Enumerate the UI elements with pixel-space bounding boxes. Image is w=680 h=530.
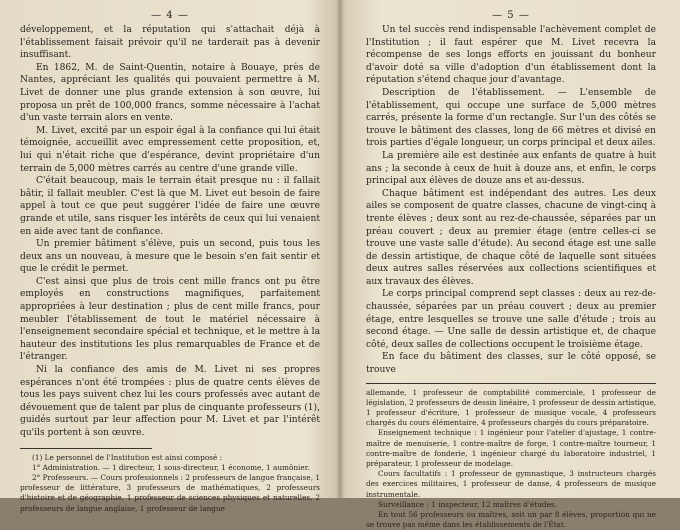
paragraph: Le corps principal comprend sept classes : deux au rez-de-chaussée, séparées par un préau couvert ; deux au premier étage, entre lesquelles se trouve une salle d'étude ; trois au second étage. — Une salle de dessin artistique et, de chaque côté, deux salles de collections occupent le troisième étage. [366,289,656,350]
page-number: — 5 — [492,10,530,21]
footnote: 1° Administration. — 1 directeur, 1 sous-directeur, 1 économe, 1 aumônier. [32,462,310,472]
body-text [20,24,320,440]
paragraph: Un premier bâtiment s'élève, puis un second, puis tous les deux ans un nouveau, à mesure que le besoin s'en fait sentir et que le crédit le permet. [20,239,320,275]
footnote: En tout 56 professeurs ou maîtres, soit un par 8 élèves, proportion qui ne se trouve pas même dans les établissements de l'État. [366,510,656,530]
footnotes [20,453,320,514]
paragraph: Description de l'établissement. — L'ensemble de l'établissement, qui occupe une surface de 5,000 mètres carrés, présente la forme d'un rectangle. Sur l'un des côtés se trouve le bâtiment des classes, long de 66 mètres et divisé en trois parties d'égale longueur, un corps principal et deux ailes. [366,87,656,149]
footnote: allemande, 1 professeur de comptabilité commerciale, 1 professeur de législation, 2 professeurs de dessin linéaire, 1 professeur de dessin artistique, 1 professeur d'écriture, 1 professeur de musique vocale, 4 professeurs chargés du cours élémentaire, 4 professeurs chargés du cours préparatoire. [366,387,656,428]
page-number: — 4 — [151,10,189,21]
footnote-divider [366,383,656,384]
paragraph: En face du bâtiment des classes, sur le côté opposé, se trouve [366,352,656,376]
footnote: Enseignement technique : 1 ingénieur pour l'atelier d'ajustage, 1 contre-maître de menuiserie, 1 contre-maître de forge, 1 contre-maître tourneur, 1 contre-maître de fonderie, 1 ingénieur chargé du laboratoire industriel, 1 préparateur, 1 professeur de modelage. [366,428,656,469]
book-gutter [336,0,344,498]
footnote: 2° Professeurs. — Cours professionnels : 2 professeurs de langue française, 1 professeur de littérature, 3 professeurs de mathématiques, 2 professeurs d'histoire et de géographie, 1 professeur de sciences physiques et naturelles, 2 professeurs de langue anglaise, 1 professeur de langue [20,473,320,513]
paragraph: Chaque bâtiment est indépendant des autres. Les deux ailes se composent de quatre classes, chacune de vingt-cinq à trente élèves ; deux sont au rez-de-chaussée, séparées par un préau couvert ; deux au premier étage (entre celles-ci se trouve une vaste salle d'étude). Au second étage est une salle de dessin artistique, de chaque côté de laquelle sont situées deux autres salles réservées aux collections scientifiques et aux travaux des élèves. [366,188,656,287]
footnote-divider [20,448,152,449]
footnote: (1) Le personnel de l'Institution est ainsi composé : [32,452,223,462]
footnote: Cours facultatifs : 1 professeur de gymnastique, 3 instructeurs chargés des exercices militaires, 1 professeur de danse, 4 professeurs de musique instrumentale. [366,469,656,499]
paragraph: Un tel succès rend indispensable l'achèvement complet de l'Institution ; il faut espérer que M. Livet recevra la récompense de ses longs efforts en jouissant du bonheur d'avoir doté sa ville d'adoption d'un établissement dont la réputation s'étend chaque jour d'avantage. [366,25,656,86]
paragraph: M. Livet, excité par un espoir égal à la confiance qui lui était témoignée, accueillit avec empressement cette proposition, et, lui qui n'était riche que d'espérance, devint propriétaire d'un terrain de 5,000 mètres carrés au centre d'une grande ville. [20,125,320,174]
paragraph: développement, et la réputation qui s'attachait déjà à l'établissement faisait prévoir qu'il ne tarderait pas à devenir insuffisant. [20,25,320,61]
paragraph: La première aile est destinée aux enfants de quatre à huit ans ; la seconde à ceux de huit à douze ans, et enfin, le corps principal aux élèves de douze ans et au-dessus. [366,150,656,187]
right-page [366,10,656,530]
paragraph: En 1862, M. de Saint-Quentin, notaire à Bouaye, près de Nantes, appréciant les qualités qui pouvaient permettre à M. Livet de donner une plus grande extension à son œuvre, lui proposa un prêt de 100,000 francs, somme nécessaire à l'achat d'un vaste terrain alors en vente. [20,62,320,124]
footnote: Surveillance : 1 inspecteur, 12 maîtres d'études. [378,499,557,509]
body-text [366,24,656,377]
paragraph: C'était beaucoup, mais le terrain était presque nu : il fallait bâtir, il fallait meubler. C'est là que M. Livet eut besoin de faire appel à tout ce que peut suggérer l'idée de faire une œuvre grande et utile, sans risquer les intérêts de ceux qui lui venaient en aide avec tant de confiance. [20,176,320,237]
footnotes [366,388,656,530]
left-page [20,10,320,513]
paragraph: C'est ainsi que plus de trois cent mille francs ont pu être employés en constructions magnifiques, parfaitement appropriées à leur destination ; plus de cent mille francs, pour meubler l'établissement de tout le matériel nécessaire à l'enseignement secondaire spécial et technique, et le mettre à la hauteur des institutions les plus remarquables de France et de l'étranger. [20,276,320,363]
paragraph: Ni la confiance des amis de M. Livet ni ses propres espérances n'ont été trompées : plus de quatre cents élèves de tous les pays suivent chez lui les cours professés avec autant de dévouement que de talent par plus de cinquante professeurs (1), guidés surtout par leur affection pour M. Livet et par l'intérêt qu'ils portent à son œuvre. [20,365,320,438]
